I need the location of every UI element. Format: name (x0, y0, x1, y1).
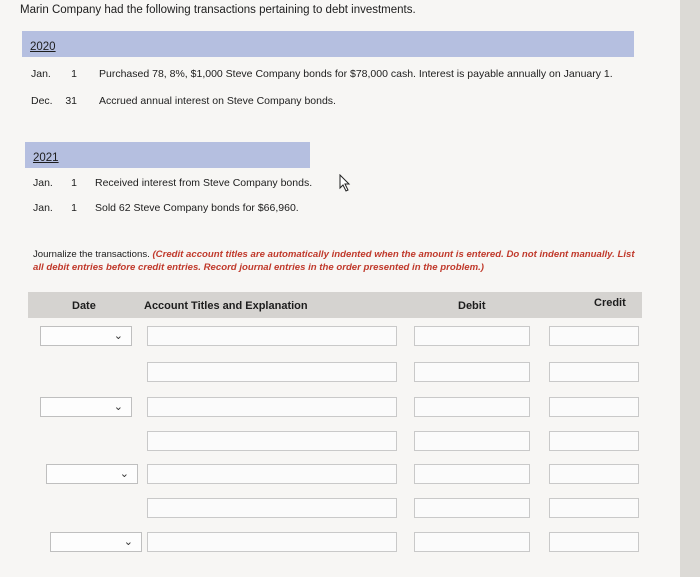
problem-intro: Marin Company had the following transactions pertaining to debt investments. (20, 4, 416, 16)
description: Received interest from Steve Company bonds. (95, 177, 313, 189)
year-label: 2021 (33, 152, 59, 164)
month: Jan. (31, 68, 51, 80)
account-input[interactable] (147, 464, 397, 484)
debit-input[interactable] (414, 532, 530, 552)
description: Sold 62 Steve Company bonds for $66,960. (95, 202, 299, 214)
instructions-text: Journalize the transactions. (33, 249, 153, 260)
debit-input[interactable] (414, 431, 530, 451)
day: 31 (65, 95, 77, 107)
credit-input[interactable] (549, 326, 639, 346)
debit-input[interactable] (414, 498, 530, 518)
date-select[interactable] (40, 397, 132, 417)
year-header-2021 (25, 142, 310, 168)
account-input[interactable] (147, 397, 397, 417)
account-input[interactable] (147, 362, 397, 382)
credit-input[interactable] (549, 362, 639, 382)
date-select[interactable] (46, 464, 138, 484)
description: Purchased 78, 8%, $1,000 Steve Company bonds for $78,000 cash. Interest is payable annually on January 1. (99, 68, 613, 80)
debit-input[interactable] (414, 464, 530, 484)
date-column-header: Date (72, 300, 96, 312)
year-label: 2020 (30, 41, 56, 53)
chevron-down-icon: ⌄ (113, 330, 123, 342)
debit-input[interactable] (414, 326, 530, 346)
debit-column-header: Debit (458, 300, 486, 312)
account-input[interactable] (147, 498, 397, 518)
chevron-down-icon: ⌄ (113, 401, 123, 413)
date-select[interactable] (40, 326, 132, 346)
credit-input[interactable] (549, 498, 639, 518)
day: 1 (71, 202, 77, 214)
credit-input[interactable] (549, 431, 639, 451)
day: 1 (71, 177, 77, 189)
day: 1 (71, 68, 77, 80)
credit-input[interactable] (549, 532, 639, 552)
month: Dec. (31, 95, 53, 107)
credit-input[interactable] (549, 397, 639, 417)
screen-edge (680, 0, 700, 577)
account-column-header: Account Titles and Explanation (144, 300, 308, 312)
account-input[interactable] (147, 532, 397, 552)
chevron-down-icon: ⌄ (119, 468, 129, 480)
credit-input[interactable] (549, 464, 639, 484)
journal-table-header (28, 292, 642, 318)
chevron-down-icon: ⌄ (123, 536, 133, 548)
account-input[interactable] (147, 326, 397, 346)
debit-input[interactable] (414, 362, 530, 382)
description: Accrued annual interest on Steve Company bonds. (99, 95, 336, 107)
month: Jan. (33, 177, 53, 189)
month: Jan. (33, 202, 53, 214)
year-header-2020 (22, 31, 634, 57)
debit-input[interactable] (414, 397, 530, 417)
account-input[interactable] (147, 431, 397, 451)
date-select[interactable] (50, 532, 142, 552)
instructions-emphasis: (Credit account titles are automatically indented when the amount is entered. Do not indent manually. List all debit entries before credit entries. Record journal entries in the order presented in the problem.) (33, 249, 635, 273)
credit-column-header: Credit (594, 297, 626, 309)
instructions (33, 248, 643, 274)
mouse-cursor-icon (338, 174, 352, 192)
